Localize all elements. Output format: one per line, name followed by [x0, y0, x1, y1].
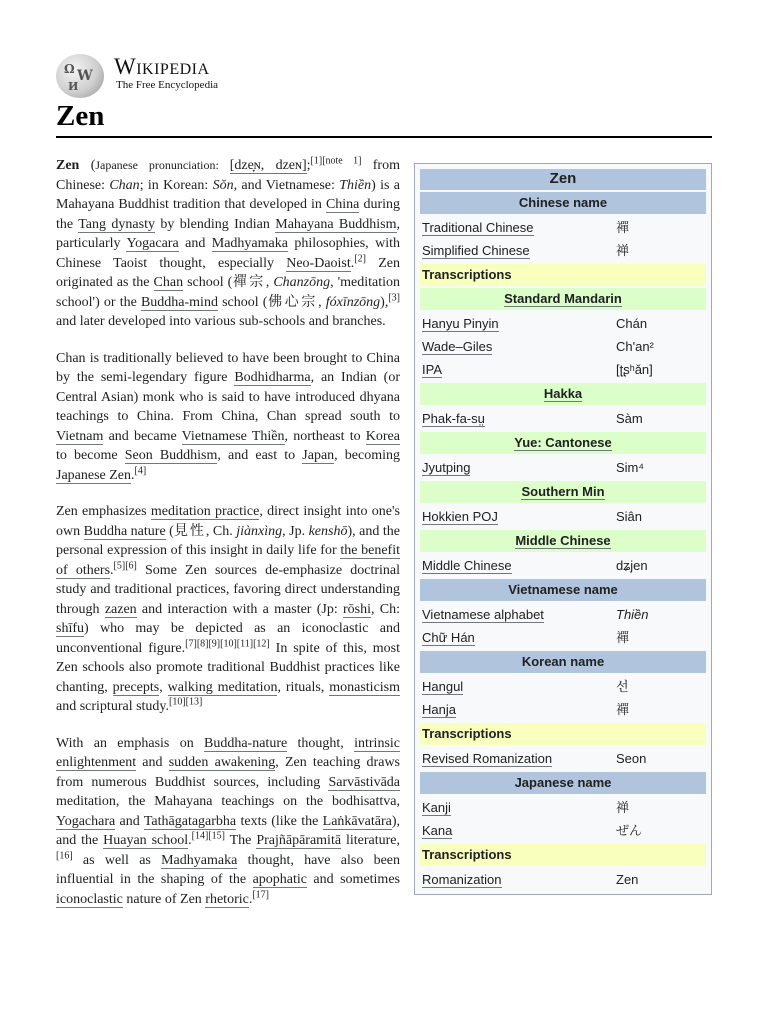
infobox-row: [420, 505, 706, 528]
infobox-section-header: [420, 772, 706, 794]
infobox-row-key[interactable]: [422, 411, 612, 427]
wiki-link[interactable]: Prajñāpāramitā: [256, 833, 342, 848]
citation-link[interactable]: [17]: [252, 888, 269, 900]
globe-glyph: И: [68, 80, 79, 93]
wiki-link[interactable]: Buddha-mind: [140, 294, 218, 310]
text-run: and: [178, 236, 212, 251]
infobox-section-label: Transcriptions: [422, 847, 512, 862]
text-run: , 'meditation school') or the: [56, 275, 401, 310]
infobox-row-key[interactable]: [422, 702, 612, 718]
text-run: and: [136, 755, 169, 770]
infobox-row-key[interactable]: [422, 220, 612, 236]
text-run: , Ch:: [371, 601, 400, 617]
wiki-link[interactable]: apophatic: [252, 872, 307, 887]
infobox-section-header: [420, 579, 706, 601]
infobox-row-value: 禅: [616, 242, 630, 258]
text-run: (: [165, 523, 174, 539]
infobox-row-value: 禪: [616, 629, 630, 645]
citation-link[interactable]: [10][13]: [169, 696, 203, 708]
citation-link[interactable]: [3]: [388, 291, 401, 303]
wiki-link[interactable]: rhetoric: [205, 891, 249, 907]
text-run: In spite of this, most Zen schools also promote traditional Buddhist practices like chanting,: [56, 640, 400, 695]
infobox-row-key[interactable]: [422, 558, 612, 574]
wikipedia-globe-icon[interactable]: [56, 54, 104, 98]
infobox-row-key[interactable]: [422, 316, 612, 332]
text-run: during the: [56, 197, 400, 232]
text-run: .: [110, 562, 114, 578]
text-run: , Jp.: [282, 523, 309, 539]
infobox-row: [420, 747, 706, 770]
wiki-link[interactable]: Buddha-nature: [204, 735, 288, 751]
infobox-row-value: Siân: [616, 508, 643, 524]
infobox-row: [420, 819, 706, 842]
infobox-row-key[interactable]: [422, 751, 612, 767]
text-run: school (: [183, 275, 233, 290]
wiki-link[interactable]: Sarvāstivāda: [328, 774, 400, 790]
text-run: 禪宗: [232, 274, 266, 290]
text-run: .: [248, 891, 253, 907]
infobox-key-link[interactable]: Simplified Chinese: [422, 242, 530, 258]
text-run: and became: [103, 428, 182, 444]
infobox-key-link[interactable]: Middle Chinese: [422, 557, 512, 573]
text-run: 見性: [173, 522, 206, 539]
text-run: ,: [265, 275, 274, 290]
text-run: ) is a Mahayana Buddhist tradition that developed in: [56, 177, 401, 212]
citation-link[interactable]: [1][note 1]: [310, 155, 362, 167]
text-run: ), and the personal expression of this insight in daily life for: [56, 523, 400, 558]
text-run: , direct insight into one's own: [56, 504, 400, 539]
infobox-key-link[interactable]: Hokkien POJ: [422, 508, 498, 524]
infobox-row-key[interactable]: [422, 607, 612, 623]
infobox-section-label: Chinese name: [518, 195, 608, 210]
text-run: ;: [306, 158, 311, 173]
infobox-row-key[interactable]: [422, 800, 612, 816]
infobox-row: [420, 335, 706, 358]
wiki-link[interactable]: Yogachara: [56, 813, 116, 829]
infobox-section-label: Korean name: [521, 654, 605, 669]
wiki-link[interactable]: Bodhidharma: [234, 370, 311, 385]
text-run: , particularly: [56, 216, 400, 251]
infobox-row: [420, 358, 706, 381]
wiki-link[interactable]: sudden awakening: [168, 755, 276, 770]
infobox-row: [420, 868, 706, 891]
wiki-link[interactable]: meditation practice: [150, 504, 260, 519]
infobox-section-label: Japanese name: [514, 775, 612, 790]
wiki-link[interactable]: walking meditation: [167, 679, 278, 695]
wiki-link[interactable]: rōshi: [343, 601, 371, 617]
wiki-link[interactable]: [dze̞ɴ, dzeɴ]: [229, 158, 307, 173]
wiki-link[interactable]: monasticism: [329, 679, 401, 695]
infobox-row-value: [ʈʂʰǎn]: [616, 361, 653, 377]
wiki-link[interactable]: Chan: [153, 275, 184, 290]
text-run: Japanese pronunciation:: [95, 158, 230, 172]
infobox-row-value: Chán: [616, 315, 648, 331]
infobox-row-key[interactable]: [422, 509, 612, 525]
citation-link[interactable]: [14][15]: [191, 830, 225, 842]
text-run: from Chinese:: [56, 158, 400, 193]
infobox-row: [420, 698, 706, 721]
infobox-section-header[interactable]: [420, 530, 706, 552]
wiki-link[interactable]: Mahayana Buddhism: [275, 216, 397, 232]
text-run: ; in Korean:: [139, 177, 213, 193]
wiki-link[interactable]: Korea: [365, 428, 400, 444]
globe-glyph: Ω: [64, 62, 75, 76]
infobox-row-value: 禪: [616, 701, 630, 717]
text-run: fóxīnzōng: [325, 294, 381, 310]
text-run: Thiền: [339, 177, 372, 193]
infobox-section-label: Transcriptions: [422, 267, 512, 282]
text-run: and later developed into various sub-schools and branches.: [56, 314, 386, 329]
infobox-section-header: [420, 723, 706, 745]
infobox-key-link[interactable]: Hanyu Pinyin: [422, 315, 499, 331]
infobox-row: [420, 407, 706, 430]
wikipedia-wordmark[interactable]: [114, 54, 210, 80]
infobox-row-value: Sàm: [616, 410, 643, 426]
infobox-row: [420, 456, 706, 479]
infobox-row-key[interactable]: [422, 630, 612, 646]
text-run: , becoming: [334, 448, 401, 463]
infobox-row-key[interactable]: [422, 872, 612, 888]
wiki-link[interactable]: the benefit of others: [56, 543, 400, 578]
infobox-row-key[interactable]: [422, 243, 612, 259]
wiki-link[interactable]: intrinsic enlightenment: [56, 735, 400, 770]
infobox-row-value: 선: [616, 678, 629, 694]
infobox-row-key[interactable]: [422, 339, 612, 355]
infobox-section-header: [420, 192, 706, 214]
infobox-section-label[interactable]: Hakka: [543, 386, 583, 401]
infobox: [414, 163, 712, 895]
infobox-row-key[interactable]: [422, 362, 612, 378]
infobox-key-link[interactable]: Jyutping: [422, 459, 471, 475]
infobox-key-link[interactable]: Kana: [422, 822, 453, 838]
wiki-link[interactable]: Neo-Daoist: [286, 255, 351, 271]
text-run: Sŏn: [212, 177, 234, 193]
text-run: meditation, the Mahayana teachings on the bodhisattva,: [56, 794, 400, 809]
text-run: 佛心宗: [267, 293, 319, 310]
text-run: jiànxìng: [236, 523, 283, 539]
infobox-key-link[interactable]: Chữ Hán: [422, 629, 475, 645]
infobox-key-link[interactable]: Hangul: [422, 678, 464, 694]
wiki-link[interactable]: China: [325, 197, 360, 212]
text-run: (: [79, 158, 96, 173]
wiki-link[interactable]: Yogacara: [126, 236, 179, 251]
wiki-link[interactable]: Japan: [302, 448, 335, 463]
text-run: , Ch.: [205, 523, 237, 539]
infobox-row: [420, 216, 706, 239]
text-run: , and east to: [217, 448, 303, 463]
infobox-section-label[interactable]: Southern Min: [521, 484, 605, 499]
infobox-row: [420, 796, 706, 819]
text-run: Some Zen sources de-emphasize doctrinal study and traditional practices, favoring direct understanding through: [56, 562, 400, 617]
infobox-key-link[interactable]: Vietnamese alphabet: [422, 606, 544, 622]
infobox-key-link[interactable]: Revised Romanization: [422, 750, 553, 766]
citation-link[interactable]: [5][6]: [113, 559, 137, 571]
infobox-key-link[interactable]: Kanji: [422, 799, 451, 815]
text-run: ),: [380, 294, 389, 310]
wiki-link[interactable]: shīfu: [56, 621, 84, 636]
wiki-link[interactable]: Buddha nature: [83, 523, 166, 539]
text-run: and scriptural study.: [56, 699, 170, 714]
article-body: [56, 156, 712, 926]
text-run: and sometimes: [306, 872, 400, 887]
wiki-link[interactable]: Japanese Zen: [56, 467, 132, 483]
text-run: ) who may be depicted as an iconoclastic and unconventional figure.: [56, 621, 400, 656]
text-run: nature of Zen: [122, 891, 206, 907]
infobox-section-label[interactable]: Standard Mandarin: [504, 291, 622, 306]
infobox-section-label[interactable]: Yue: Cantonese: [514, 435, 612, 450]
text-run: The: [224, 833, 257, 848]
text-run: texts (like the: [236, 813, 323, 829]
infobox-key-link[interactable]: Traditional Chinese: [422, 219, 534, 235]
infobox-section-header: [420, 651, 706, 673]
infobox-section-header[interactable]: [420, 432, 706, 454]
infobox-row: [420, 312, 706, 335]
text-run: , and Vietnamese:: [233, 177, 340, 193]
text-run: ), and the: [56, 813, 400, 848]
text-run: Zen originated as the: [56, 255, 400, 290]
wiki-link[interactable]: iconoclastic: [56, 891, 123, 907]
infobox-row: [420, 239, 706, 262]
text-run: literature,: [341, 833, 400, 848]
infobox-row-value: ぜん: [616, 822, 643, 838]
text-run: and interaction with a master (Jp:: [136, 601, 343, 617]
citation-link[interactable]: [7][8][9][10][11][12]: [185, 637, 270, 649]
wiki-link[interactable]: Madhyamaka: [211, 236, 288, 251]
infobox-row-value: dʑjen: [616, 557, 648, 573]
title-divider: [56, 136, 712, 138]
page-title: Zen: [56, 100, 105, 132]
wiki-link[interactable]: Vietnamese Thiền: [181, 428, 285, 444]
infobox-row-value: Ch'an²: [616, 338, 654, 354]
infobox-row-key[interactable]: [422, 679, 612, 695]
lead-term: Zen: [56, 158, 80, 173]
infobox-row: [420, 603, 706, 626]
infobox-key-link[interactable]: Phak-fa-sṳ: [422, 410, 485, 426]
infobox-row: [420, 675, 706, 698]
text-run: ,: [318, 294, 326, 310]
wiki-link[interactable]: precepts: [112, 679, 160, 695]
text-run: , Zen teaching draws from numerous Buddhist sources, including: [56, 755, 400, 790]
infobox-row-value: Thiền: [616, 606, 649, 622]
infobox-section-header[interactable]: [420, 383, 706, 405]
infobox-key-link[interactable]: Romanization: [422, 871, 502, 887]
text-run: as well as: [72, 852, 162, 868]
text-run: Chan: [109, 177, 140, 193]
wordmark-text: Wikipedia: [114, 54, 210, 79]
text-run: Chan is traditionally believed to have been brought to China by the semi-legendary figure: [56, 350, 400, 385]
text-run: .: [188, 833, 192, 848]
text-run: kenshō: [308, 523, 348, 539]
site-tagline: The Free Encyclopedia: [116, 79, 219, 91]
infobox-key-link[interactable]: Wade–Giles: [422, 338, 493, 354]
wiki-link[interactable]: Madhyamaka: [161, 852, 238, 868]
site-header: [56, 54, 716, 94]
infobox-row-key[interactable]: [422, 823, 612, 839]
infobox-section-header: [420, 264, 706, 286]
globe-glyph: W: [77, 68, 93, 84]
infobox-row: [420, 554, 706, 577]
citation-link[interactable]: [4]: [134, 464, 147, 476]
infobox-key-link[interactable]: IPA: [422, 361, 442, 377]
infobox-section-header[interactable]: [420, 288, 706, 310]
wiki-link[interactable]: Tang dynasty: [78, 216, 155, 232]
citation-link[interactable]: [2]: [354, 252, 366, 264]
text-run: .: [350, 255, 355, 271]
infobox-row-value: Seon: [616, 750, 647, 766]
text-run: , an Indian (or Central Asian) monk who is said to have introduced dhyana teachings to China. From China, Chan spread south to: [56, 370, 400, 424]
text-run: thought,: [287, 735, 355, 751]
wiki-link[interactable]: Huayan school: [103, 833, 189, 848]
wiki-link[interactable]: Vietnam: [56, 428, 104, 444]
text-run: , rituals,: [277, 679, 330, 695]
infobox-section-label: Transcriptions: [422, 726, 512, 741]
wiki-link[interactable]: Laṅkāvatāra: [322, 813, 392, 829]
text-run: and: [115, 813, 144, 829]
text-run: , northeast to: [284, 428, 366, 444]
infobox-key-link[interactable]: Hanja: [422, 701, 456, 717]
text-run: school (: [217, 294, 268, 310]
infobox-row: [420, 626, 706, 649]
text-run: by blending Indian: [154, 216, 276, 232]
infobox-section-header: [420, 844, 706, 866]
infobox-title: Zen: [420, 169, 706, 190]
infobox-row-value: Zen: [616, 871, 639, 887]
text-run: .: [131, 467, 135, 483]
citation-link[interactable]: [16]: [56, 849, 73, 861]
infobox-row-value: 禪: [616, 219, 630, 235]
text-run: ,: [159, 679, 168, 695]
text-run: thought, have also been influential in the shaping of the: [56, 852, 400, 887]
wiki-link[interactable]: Tathāgatagarbha: [143, 813, 237, 829]
text-run: Chanzōng: [273, 275, 331, 290]
wiki-link[interactable]: zazen: [104, 601, 137, 617]
text-run: With an emphasis on: [56, 735, 204, 751]
wiki-link[interactable]: Seon Buddhism: [124, 448, 218, 463]
infobox-row-value: 禅: [616, 799, 630, 815]
text-run: Zen emphasizes: [56, 504, 151, 519]
infobox-section-label: Vietnamese name: [508, 582, 618, 597]
text-run: philosophies, with Chinese Taoist thought, especially: [56, 236, 400, 271]
infobox-section-header[interactable]: [420, 481, 706, 503]
infobox-row-key[interactable]: [422, 460, 612, 476]
infobox-section-label[interactable]: Middle Chinese: [515, 533, 611, 548]
text-run: to become: [56, 448, 125, 463]
infobox-row-value: Sim⁴: [616, 459, 644, 475]
